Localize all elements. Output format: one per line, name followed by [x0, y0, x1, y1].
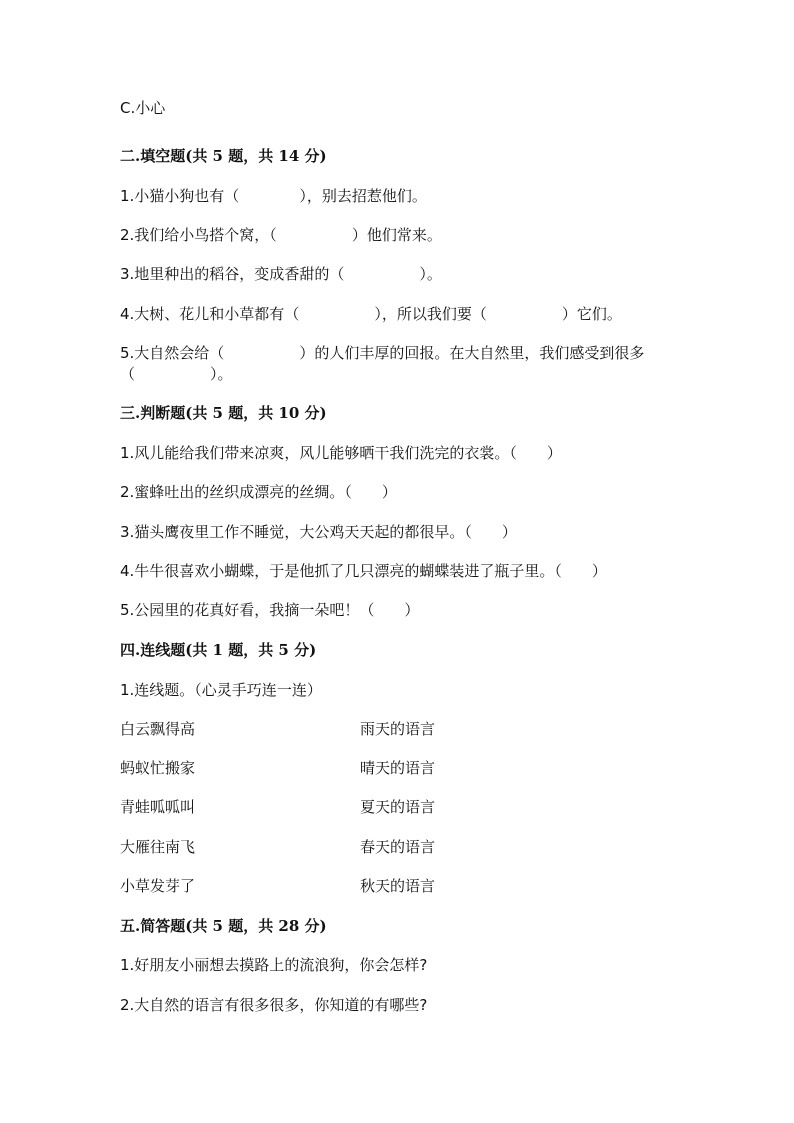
- match-left-item: 青蛙呱呱叫: [120, 798, 196, 816]
- fill-section-heading: 二.填空题(共 5 题，共 14 分): [120, 147, 327, 165]
- judge-section-heading: 三.判断题(共 5 题，共 10 分): [120, 404, 327, 422]
- fill-question-5-continuation: （ ）。: [120, 365, 233, 383]
- match-left-item: 小草发芽了: [120, 877, 196, 895]
- match-question: 1.连线题。（心灵手巧连一连）: [120, 681, 322, 699]
- fill-question-3: 3.地里种出的稻谷，变成香甜的（ ）。: [120, 265, 442, 283]
- match-left-item: 白云飘得高: [120, 720, 196, 738]
- fill-question-1: 1.小猫小狗也有（ ），别去招惹他们。: [120, 187, 427, 205]
- short-question-1: 1.好朋友小丽想去摸路上的流浪狗，你会怎样?: [120, 956, 428, 974]
- match-right-item: 秋天的语言: [360, 877, 436, 895]
- match-left-item: 蚂蚁忙搬家: [120, 759, 196, 777]
- short-section-heading: 五.简答题(共 5 题，共 28 分): [120, 917, 327, 935]
- match-section-heading: 四.连线题(共 1 题，共 5 分): [120, 641, 317, 659]
- fill-question-5: 5.大自然会给（ ）的人们丰厚的回报。在大自然里，我们感受到很多: [120, 344, 645, 362]
- fill-question-2: 2.我们给小鸟搭个窝，（ ）他们常来。: [120, 226, 442, 244]
- short-question-2: 2.大自然的语言有很多很多，你知道的有哪些?: [120, 996, 428, 1014]
- judge-question-1: 1.风儿能给我们带来凉爽，风儿能够晒干我们洗完的衣裳。（ ）: [120, 444, 562, 462]
- match-right-item: 晴天的语言: [360, 759, 436, 777]
- match-right-item: 夏天的语言: [360, 798, 436, 816]
- judge-question-3: 3.猫头鹰夜里工作不睡觉，大公鸡天天起的都很早。（ ）: [120, 523, 517, 541]
- judge-question-4: 4.牛牛很喜欢小蝴蝶，于是他抓了几只漂亮的蝴蝶装进了瓶子里。（ ）: [120, 562, 607, 580]
- judge-question-2: 2.蜜蜂吐出的丝织成漂亮的丝绸。（ ）: [120, 483, 397, 501]
- fill-question-4: 4.大树、花儿和小草都有（ ），所以我们要（ ）它们。: [120, 305, 622, 323]
- option-c: C.小心: [120, 99, 166, 117]
- match-left-item: 大雁往南飞: [120, 838, 196, 856]
- judge-question-5: 5.公园里的花真好看，我摘一朵吧！（ ）: [120, 601, 420, 619]
- match-right-item: 雨天的语言: [360, 720, 436, 738]
- match-right-item: 春天的语言: [360, 838, 436, 856]
